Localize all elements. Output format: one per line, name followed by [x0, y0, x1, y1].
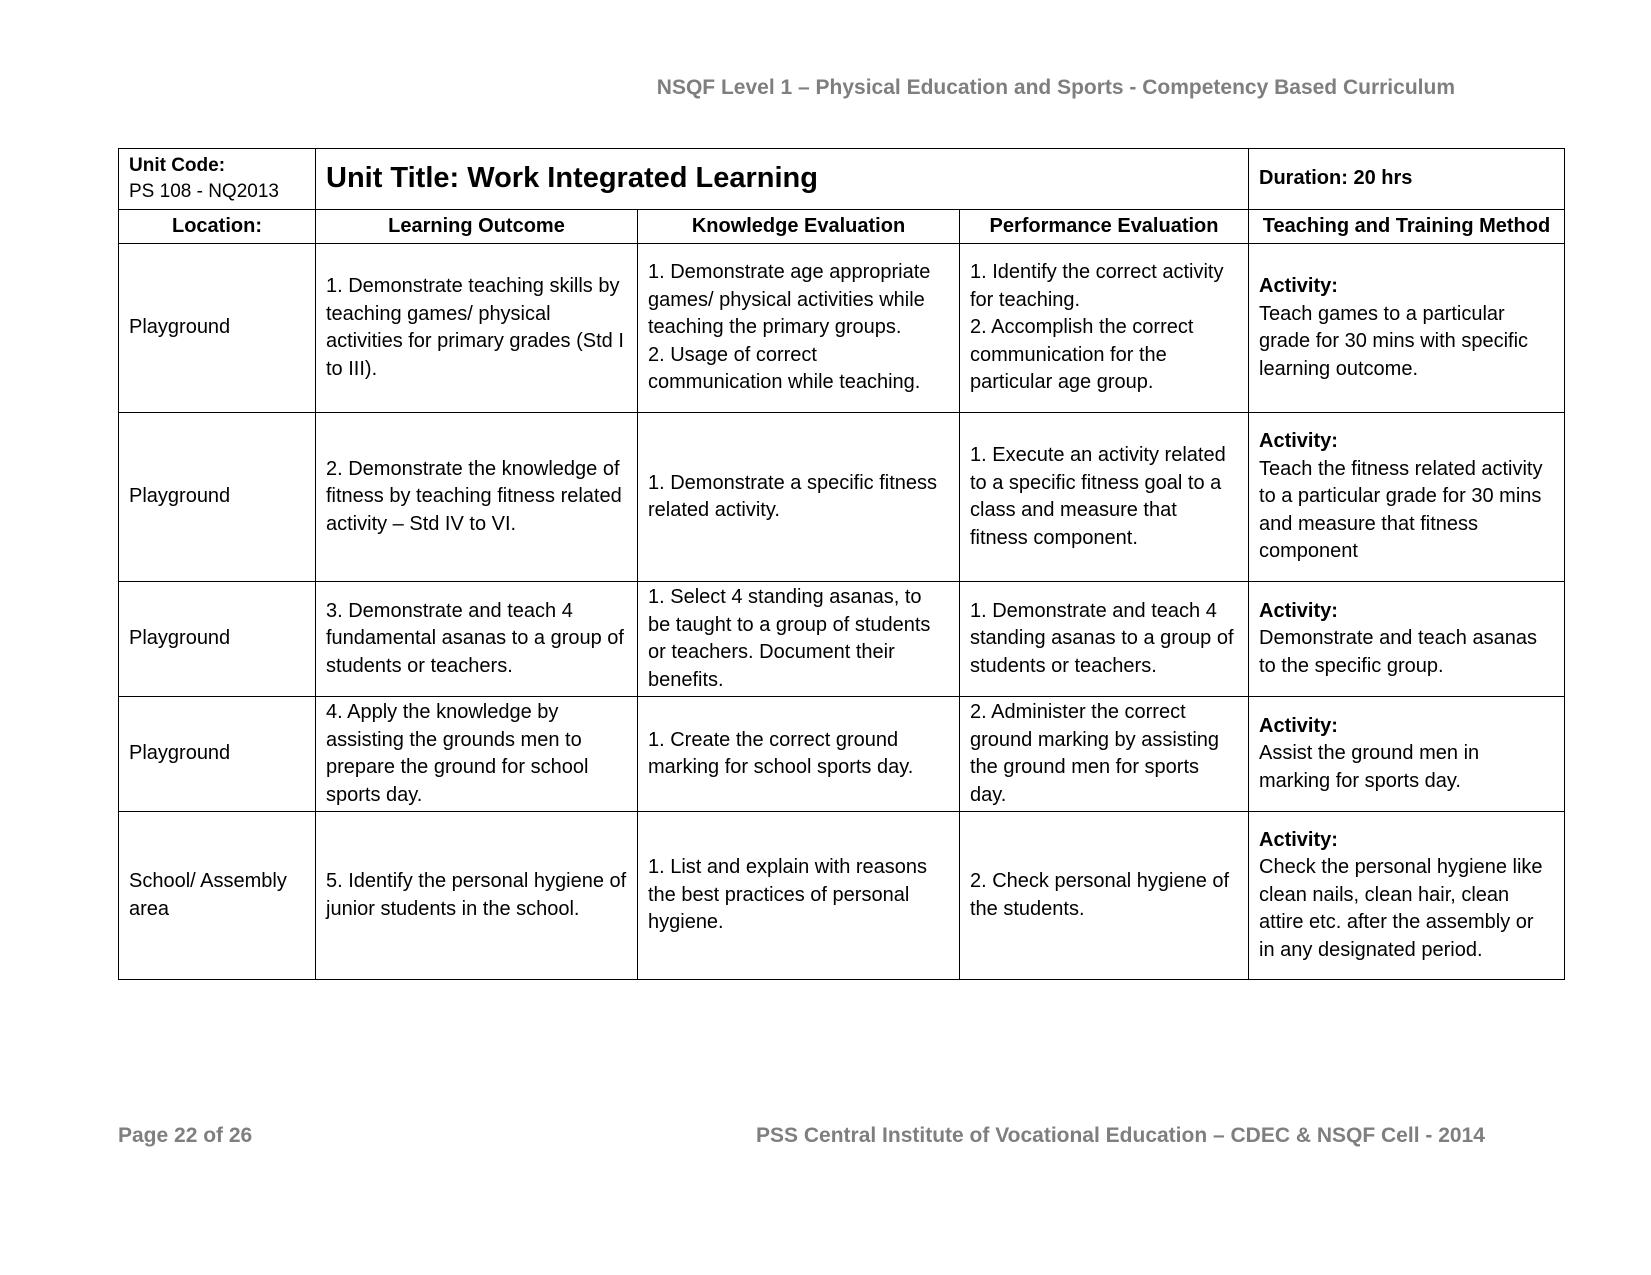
activity-label: Activity:: [1259, 599, 1338, 622]
outcome-cell: 2. Demonstrate the knowledge of fitness by teaching fitness related activity – Std IV to VI.: [316, 413, 638, 582]
table-row: [119, 812, 1565, 980]
outcome-cell: 1. Demonstrate teaching skills by teaching games/ physical activities for primary grades (Std I to III).: [316, 244, 638, 413]
unit-code-label: Unit Code:: [129, 155, 226, 176]
method-cell: [1249, 413, 1565, 582]
location-cell: School/ Assembly area: [119, 812, 316, 980]
table-row: [119, 244, 1565, 413]
unit-table: [118, 148, 1565, 980]
activity-label: Activity:: [1259, 714, 1338, 737]
outcome-cell: 5. Identify the personal hygiene of junior students in the school.: [316, 812, 638, 980]
knowledge-cell: 1. List and explain with reasons the best practices of personal hygiene.: [638, 812, 960, 980]
method-cell: [1249, 697, 1565, 812]
footer-institute: PSS Central Institute of Vocational Education – CDEC & NSQF Cell - 2014: [756, 1124, 1485, 1147]
activity-label: Activity:: [1259, 828, 1338, 851]
activity-text: Assist the ground men in marking for sports day.: [1259, 742, 1480, 792]
location-cell: Playground: [119, 413, 316, 582]
header-performance-evaluation: Performance Evaluation: [960, 210, 1249, 244]
activity-text: Demonstrate and teach asanas to the specific group.: [1259, 627, 1537, 677]
method-cell: [1249, 244, 1565, 413]
header-learning-outcome: Learning Outcome: [316, 210, 638, 244]
knowledge-cell: 1. Demonstrate a specific fitness related activity.: [638, 413, 960, 582]
activity-text: Check the personal hygiene like clean nails, clean hair, clean attire etc. after the assembly or in any designated period.: [1259, 856, 1543, 961]
unit-title: Unit Title: Work Integrated Learning: [316, 149, 1249, 210]
performance-cell: 1. Execute an activity related to a specific fitness goal to a class and measure that fitness component.: [960, 413, 1249, 582]
performance-cell: 2. Administer the correct ground marking by assisting the ground men for sports day.: [960, 697, 1249, 812]
unit-info-row: [119, 149, 1565, 210]
method-cell: [1249, 582, 1565, 697]
outcome-cell: 3. Demonstrate and teach 4 fundamental asanas to a group of students or teachers.: [316, 582, 638, 697]
unit-code-cell: [119, 149, 316, 210]
header-knowledge-evaluation: Knowledge Evaluation: [638, 210, 960, 244]
table-row: [119, 413, 1565, 582]
location-cell: Playground: [119, 582, 316, 697]
activity-label: Activity:: [1259, 430, 1338, 453]
method-cell: [1249, 812, 1565, 980]
activity-text: Teach games to a particular grade for 30 mins with specific learning outcome.: [1259, 302, 1529, 380]
activity-text: Teach the fitness related activity to a particular grade for 30 mins and measure that fitness component: [1259, 457, 1543, 563]
knowledge-cell: 1. Create the correct ground marking for school sports day.: [638, 697, 960, 812]
outcome-cell: 4. Apply the knowledge by assisting the grounds men to prepare the ground for school sports day.: [316, 697, 638, 812]
header-row: [119, 210, 1565, 244]
page-number: Page 22 of 26: [118, 1124, 253, 1147]
header-teaching-method: Teaching and Training Method: [1249, 210, 1565, 244]
knowledge-cell: 1. Demonstrate age appropriate games/ physical activities while teaching the primary groups. 2. Usage of correct communication while teaching.: [638, 244, 960, 413]
activity-label: Activity:: [1259, 275, 1338, 297]
location-cell: Playground: [119, 244, 316, 413]
table-row: [119, 697, 1565, 812]
performance-cell: 1. Identify the correct activity for teaching. 2. Accomplish the correct communication for the particular age group.: [960, 244, 1249, 413]
performance-cell: 2. Check personal hygiene of the students.: [960, 812, 1249, 980]
unit-duration: Duration: 20 hrs: [1249, 149, 1565, 210]
unit-code-value: PS 108 - NQ2013: [129, 181, 279, 202]
performance-cell: 1. Demonstrate and teach 4 standing asanas to a group of students or teachers.: [960, 582, 1249, 697]
location-cell: Playground: [119, 697, 316, 812]
table-row: [119, 582, 1565, 697]
page-header-title: NSQF Level 1 – Physical Education and Sports - Competency Based Curriculum: [656, 76, 1455, 99]
knowledge-cell: 1. Select 4 standing asanas, to be taught to a group of students or teachers. Document their benefits.: [638, 582, 960, 697]
header-location: Location:: [119, 210, 316, 244]
